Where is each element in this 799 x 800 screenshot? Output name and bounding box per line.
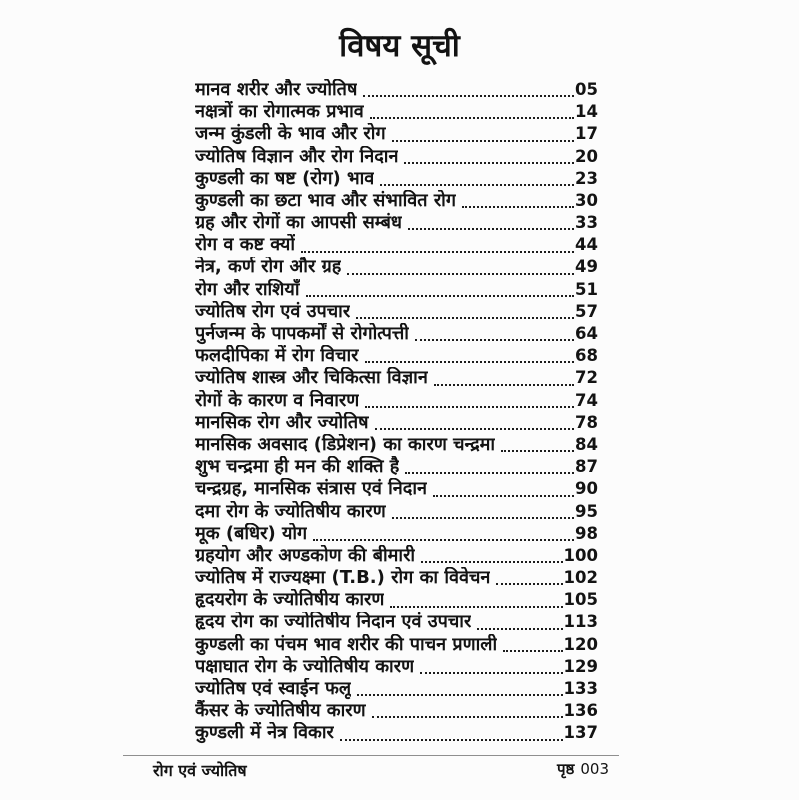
toc-entry-page: 33 <box>575 213 598 233</box>
toc-entry <box>195 146 598 168</box>
dot-leader <box>503 650 562 652</box>
toc-entry-title: हृदयरोग के ज्योतिषीय कारण <box>195 589 385 611</box>
toc-entry-title: ज्योतिष में राज्यक्ष्मा (T.B.) रोग का विवेचन <box>195 567 491 589</box>
dot-leader <box>365 361 575 363</box>
toc-entry <box>195 190 598 212</box>
toc-entry-title: रोग और राशियाँ <box>195 278 300 300</box>
dot-leader <box>434 384 574 386</box>
dot-leader <box>313 539 574 541</box>
footer-page-label: पृष्ठ <box>557 760 575 778</box>
toc-entry <box>195 545 598 567</box>
toc-entry-title: फलदीपिका में रोग विचार <box>195 345 359 367</box>
toc-entry-title: मानसिक अवसाद (डिप्रेशन) का कारण चन्द्रमा <box>195 434 496 455</box>
toc-entry <box>195 367 598 389</box>
toc-entry <box>195 234 598 256</box>
toc-entry-title: जन्म कुंडली के भाव और रोग <box>195 123 386 145</box>
toc-entry-title: कुण्डली में नेत्र विकार <box>195 722 334 744</box>
toc-entry <box>195 412 598 434</box>
toc-entry <box>195 567 598 589</box>
toc-entry-page: 51 <box>575 279 598 299</box>
dot-leader <box>356 317 574 319</box>
toc-entry <box>195 678 598 700</box>
toc-entry-title: नक्षत्रों का रोगात्मक प्रभाव <box>195 101 364 123</box>
toc-entry-title: ज्योतिष शास्त्र और चिकित्सा विज्ञान <box>195 367 428 389</box>
toc-entry <box>195 101 598 123</box>
dot-leader <box>375 428 575 430</box>
toc-entry-page: 57 <box>575 301 598 321</box>
toc-entry-title: ग्रहयोग और अण्डकोण की बीमारी <box>195 544 416 566</box>
page-title: विषय सूची <box>339 28 460 64</box>
dot-leader <box>372 716 563 718</box>
toc-entry <box>195 390 598 412</box>
footer-book-title: रोग एवं ज्योतिष <box>153 761 247 780</box>
toc-entry-page: 17 <box>575 124 598 144</box>
toc-entry <box>195 634 598 656</box>
toc-list <box>195 79 598 745</box>
dot-leader <box>392 140 574 142</box>
dot-leader <box>477 628 562 630</box>
toc-entry-page: 72 <box>575 368 598 388</box>
toc-entry <box>195 168 598 190</box>
toc-entry-title: मानव शरीर और ज्योतिष <box>195 79 358 100</box>
dot-leader <box>501 450 574 452</box>
toc-entry <box>195 434 598 456</box>
toc-entry-page: 100 <box>563 545 598 565</box>
dot-leader <box>415 339 574 341</box>
toc-entry <box>195 79 598 101</box>
toc-entry-title: शुभ चन्द्रमा ही मन की शक्ति है <box>195 456 400 478</box>
toc-entry <box>195 301 598 323</box>
toc-entry-title: रोग व कष्ट क्यों <box>195 234 296 256</box>
toc-entry-page: 133 <box>563 679 598 699</box>
dot-leader <box>405 472 574 474</box>
toc-entry <box>195 523 598 545</box>
toc-entry-page: 98 <box>575 523 598 543</box>
toc-entry <box>195 478 598 500</box>
toc-entry-page: 95 <box>575 501 598 521</box>
toc-entry-title: नेत्र, कर्ण रोग और ग्रह <box>195 256 342 278</box>
dot-leader <box>462 206 574 208</box>
footer-page-indicator <box>557 759 609 779</box>
toc-entry <box>195 345 598 367</box>
toc-entry-title: मानसिक रोग और ज्योतिष <box>195 411 369 433</box>
toc-entry-title: रोगों के कारण व निवारण <box>195 389 360 411</box>
toc-entry-page: 136 <box>563 701 598 721</box>
toc-entry-title: ज्योतिष एवं स्वाईन फलू <box>195 678 352 700</box>
toc-entry-title: पक्षाघात रोग के ज्योतिषीय कारण <box>195 655 415 677</box>
toc-entry-title: कुण्डली का पंचम भाव शरीर की पाचन प्रणाली <box>195 633 498 655</box>
toc-entry <box>195 123 598 145</box>
toc-entry <box>195 279 598 301</box>
toc-entry-page: 68 <box>575 346 598 366</box>
dot-leader <box>306 295 575 297</box>
dot-leader <box>340 739 563 741</box>
toc-entry-title: कुण्डली का छटा भाव और संभावित रोग <box>195 189 456 211</box>
toc-entry-title: ज्योतिष रोग एवं उपचार <box>195 300 351 322</box>
dot-leader <box>433 495 574 497</box>
footer-page-number: 003 <box>580 760 609 778</box>
toc-entry-page: 64 <box>575 324 598 344</box>
dot-leader <box>496 583 562 585</box>
dot-leader <box>421 561 562 563</box>
toc-entry-page: 137 <box>563 723 598 743</box>
toc-entry-title: ग्रह और रोगों का आपसी सम्बंध <box>195 212 402 234</box>
dot-leader <box>420 672 562 674</box>
toc-entry-page: 87 <box>575 457 598 477</box>
dot-leader <box>370 117 574 119</box>
toc-entry <box>195 456 598 478</box>
toc-entry <box>195 212 598 234</box>
dot-leader <box>363 95 574 97</box>
toc-entry-page: 120 <box>563 634 598 654</box>
toc-entry <box>195 501 598 523</box>
dot-leader <box>408 228 574 230</box>
toc-entry-page: 90 <box>575 479 598 499</box>
toc-entry-title: मूक (बधिर) योग <box>195 522 308 544</box>
toc-entry-page: 44 <box>575 235 598 255</box>
toc-entry <box>195 656 598 678</box>
toc-entry-page: 30 <box>575 190 598 210</box>
toc-entry-title: कैंसर के ज्योतिषीय कारण <box>195 700 366 722</box>
dot-leader <box>392 517 574 519</box>
toc-entry-page: 113 <box>563 612 598 632</box>
toc-entry-title: कुण्डली का षष्ट (रोग) भाव <box>195 167 375 189</box>
dot-leader <box>347 273 574 275</box>
toc-entry-title: पुर्नजन्म के पापकर्मों से रोगोत्पत्ती <box>195 323 409 345</box>
toc-entry <box>195 589 598 611</box>
dot-leader <box>365 406 574 408</box>
page-footer <box>123 755 619 781</box>
toc-entry-page: 78 <box>575 412 598 432</box>
toc-entry <box>195 612 598 634</box>
toc-entry-page: 14 <box>575 102 598 122</box>
toc-entry-page: 102 <box>563 568 598 588</box>
toc-entry <box>195 722 598 744</box>
toc-entry <box>195 700 598 722</box>
dot-leader <box>301 251 574 253</box>
toc-entry-page: 84 <box>575 434 598 454</box>
toc-entry <box>195 323 598 345</box>
toc-entry-page: 20 <box>575 146 598 166</box>
dot-leader <box>357 694 562 696</box>
toc-entry-page: 129 <box>563 656 598 676</box>
toc-entry-page: 23 <box>575 168 598 188</box>
toc-entry <box>195 257 598 279</box>
dot-leader <box>390 606 562 608</box>
toc-entry-page: 74 <box>575 390 598 410</box>
dot-leader <box>404 162 574 164</box>
toc-entry-page: 105 <box>563 590 598 610</box>
toc-entry-title: हृदय रोग का ज्योतिषीय निदान एवं उपचार <box>195 611 472 633</box>
toc-entry-title: दमा रोग के ज्योतिषीय कारण <box>195 500 386 522</box>
toc-entry-title: ज्योतिष विज्ञान और रोग निदान <box>195 145 399 167</box>
dot-leader <box>380 184 574 186</box>
toc-entry-page: 05 <box>575 79 598 99</box>
toc-entry-title: चन्द्रग्रह, मानसिक संत्रास एवं निदान <box>195 478 427 500</box>
toc-entry-page: 49 <box>575 257 598 277</box>
